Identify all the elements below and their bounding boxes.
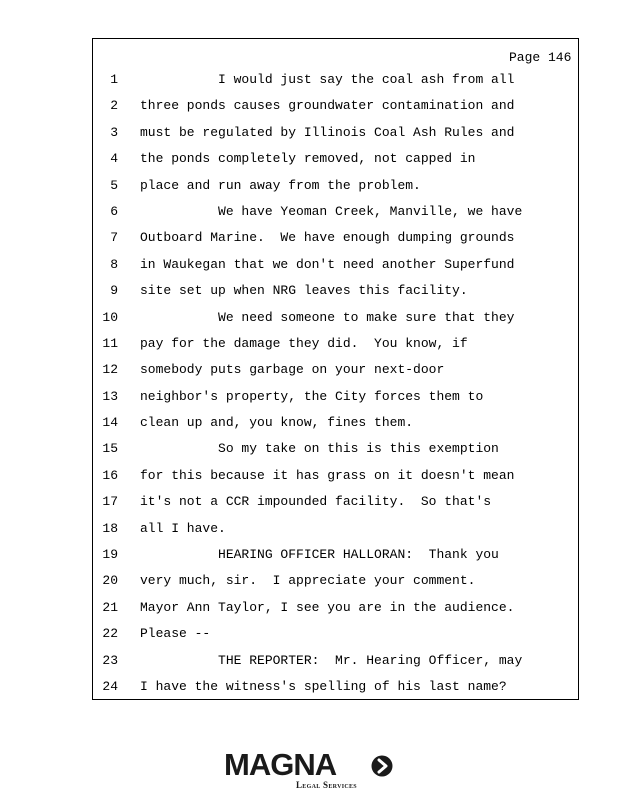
transcript-line (0, 389, 618, 415)
line-text: clean up and, you know, fines them. (140, 415, 414, 431)
transcript-line (0, 336, 618, 362)
line-text: for this because it has grass on it doesn't mean (140, 467, 515, 483)
transcript-line (0, 72, 618, 98)
transcript-line (0, 204, 618, 230)
line-text: Please -- (140, 626, 211, 642)
line-number: 19 (102, 547, 118, 563)
line-text: Mayor Ann Taylor, I see you are in the audience. (140, 599, 515, 615)
line-number: 24 (102, 678, 118, 694)
line-text: neighbor's property, the City forces them to (140, 388, 484, 404)
line-text: We need someone to make sure that they (140, 309, 515, 325)
line-text: I have the witness's spelling of his last name? (140, 678, 507, 694)
line-number: 15 (102, 441, 118, 457)
transcript-line (0, 310, 618, 336)
line-number: 9 (110, 283, 118, 299)
line-text: pay for the damage they did. You know, if (140, 335, 468, 351)
transcript-line (0, 283, 618, 309)
transcript-line (0, 178, 618, 204)
transcript-lines (0, 72, 618, 705)
transcript-line (0, 125, 618, 151)
line-number: 3 (110, 124, 118, 140)
magna-logo (224, 748, 396, 792)
line-text: THE REPORTER: Mr. Hearing Officer, may (140, 652, 523, 668)
transcript-line (0, 362, 618, 388)
transcript-line (0, 494, 618, 520)
page-number: Page 146 (509, 50, 572, 65)
transcript-line (0, 521, 618, 547)
line-number: 2 (110, 98, 118, 114)
line-text: We have Yeoman Creek, Manville, we have (140, 203, 523, 219)
line-text: very much, sir. I appreciate your comment. (140, 573, 476, 589)
line-text: HEARING OFFICER HALLORAN: Thank you (140, 547, 499, 563)
transcript-line (0, 98, 618, 124)
transcript-line (0, 257, 618, 283)
line-number: 18 (102, 520, 118, 536)
transcript-line (0, 468, 618, 494)
line-text: Outboard Marine. We have enough dumping grounds (140, 230, 515, 246)
line-text: somebody puts garbage on your next-door (140, 362, 445, 378)
transcript-line (0, 653, 618, 679)
line-text: site set up when NRG leaves this facility. (140, 283, 468, 299)
line-number: 13 (102, 388, 118, 404)
line-number: 4 (110, 151, 118, 167)
line-text: must be regulated by Illinois Coal Ash Rules and (140, 124, 515, 140)
transcript-line (0, 415, 618, 441)
line-text: the ponds completely removed, not capped in (140, 151, 476, 167)
line-text: in Waukegan that we don't need another Superfund (140, 256, 515, 272)
logo-subtitle: Legal Services (296, 780, 357, 790)
line-number: 20 (102, 573, 118, 589)
logo-wordmark: MAGNA (224, 747, 337, 782)
line-text: So my take on this is this exemption (140, 441, 499, 457)
line-number: 12 (102, 362, 118, 378)
line-number: 8 (110, 256, 118, 272)
line-number: 7 (110, 230, 118, 246)
line-text: all I have. (140, 520, 226, 536)
line-number: 6 (110, 203, 118, 219)
line-number: 5 (110, 177, 118, 193)
line-text: it's not a CCR impounded facility. So that's (140, 494, 492, 510)
line-number: 17 (102, 494, 118, 510)
line-text: three ponds causes groundwater contamination and (140, 98, 515, 114)
line-number: 21 (102, 599, 118, 615)
transcript-line (0, 573, 618, 599)
transcript-line (0, 600, 618, 626)
line-number: 23 (102, 652, 118, 668)
line-number: 11 (102, 335, 118, 351)
line-text: place and run away from the problem. (140, 177, 421, 193)
line-number: 14 (102, 415, 118, 431)
line-number: 1 (110, 72, 118, 87)
line-number: 16 (102, 467, 118, 483)
arrow-circle-icon (371, 755, 393, 777)
transcript-line (0, 230, 618, 256)
line-text: I would just say the coal ash from all (140, 72, 515, 87)
line-number: 22 (102, 626, 118, 642)
transcript-line (0, 441, 618, 467)
line-number: 10 (102, 309, 118, 325)
transcript-line (0, 151, 618, 177)
transcript-line (0, 547, 618, 573)
transcript-line (0, 679, 618, 705)
transcript-line (0, 626, 618, 652)
